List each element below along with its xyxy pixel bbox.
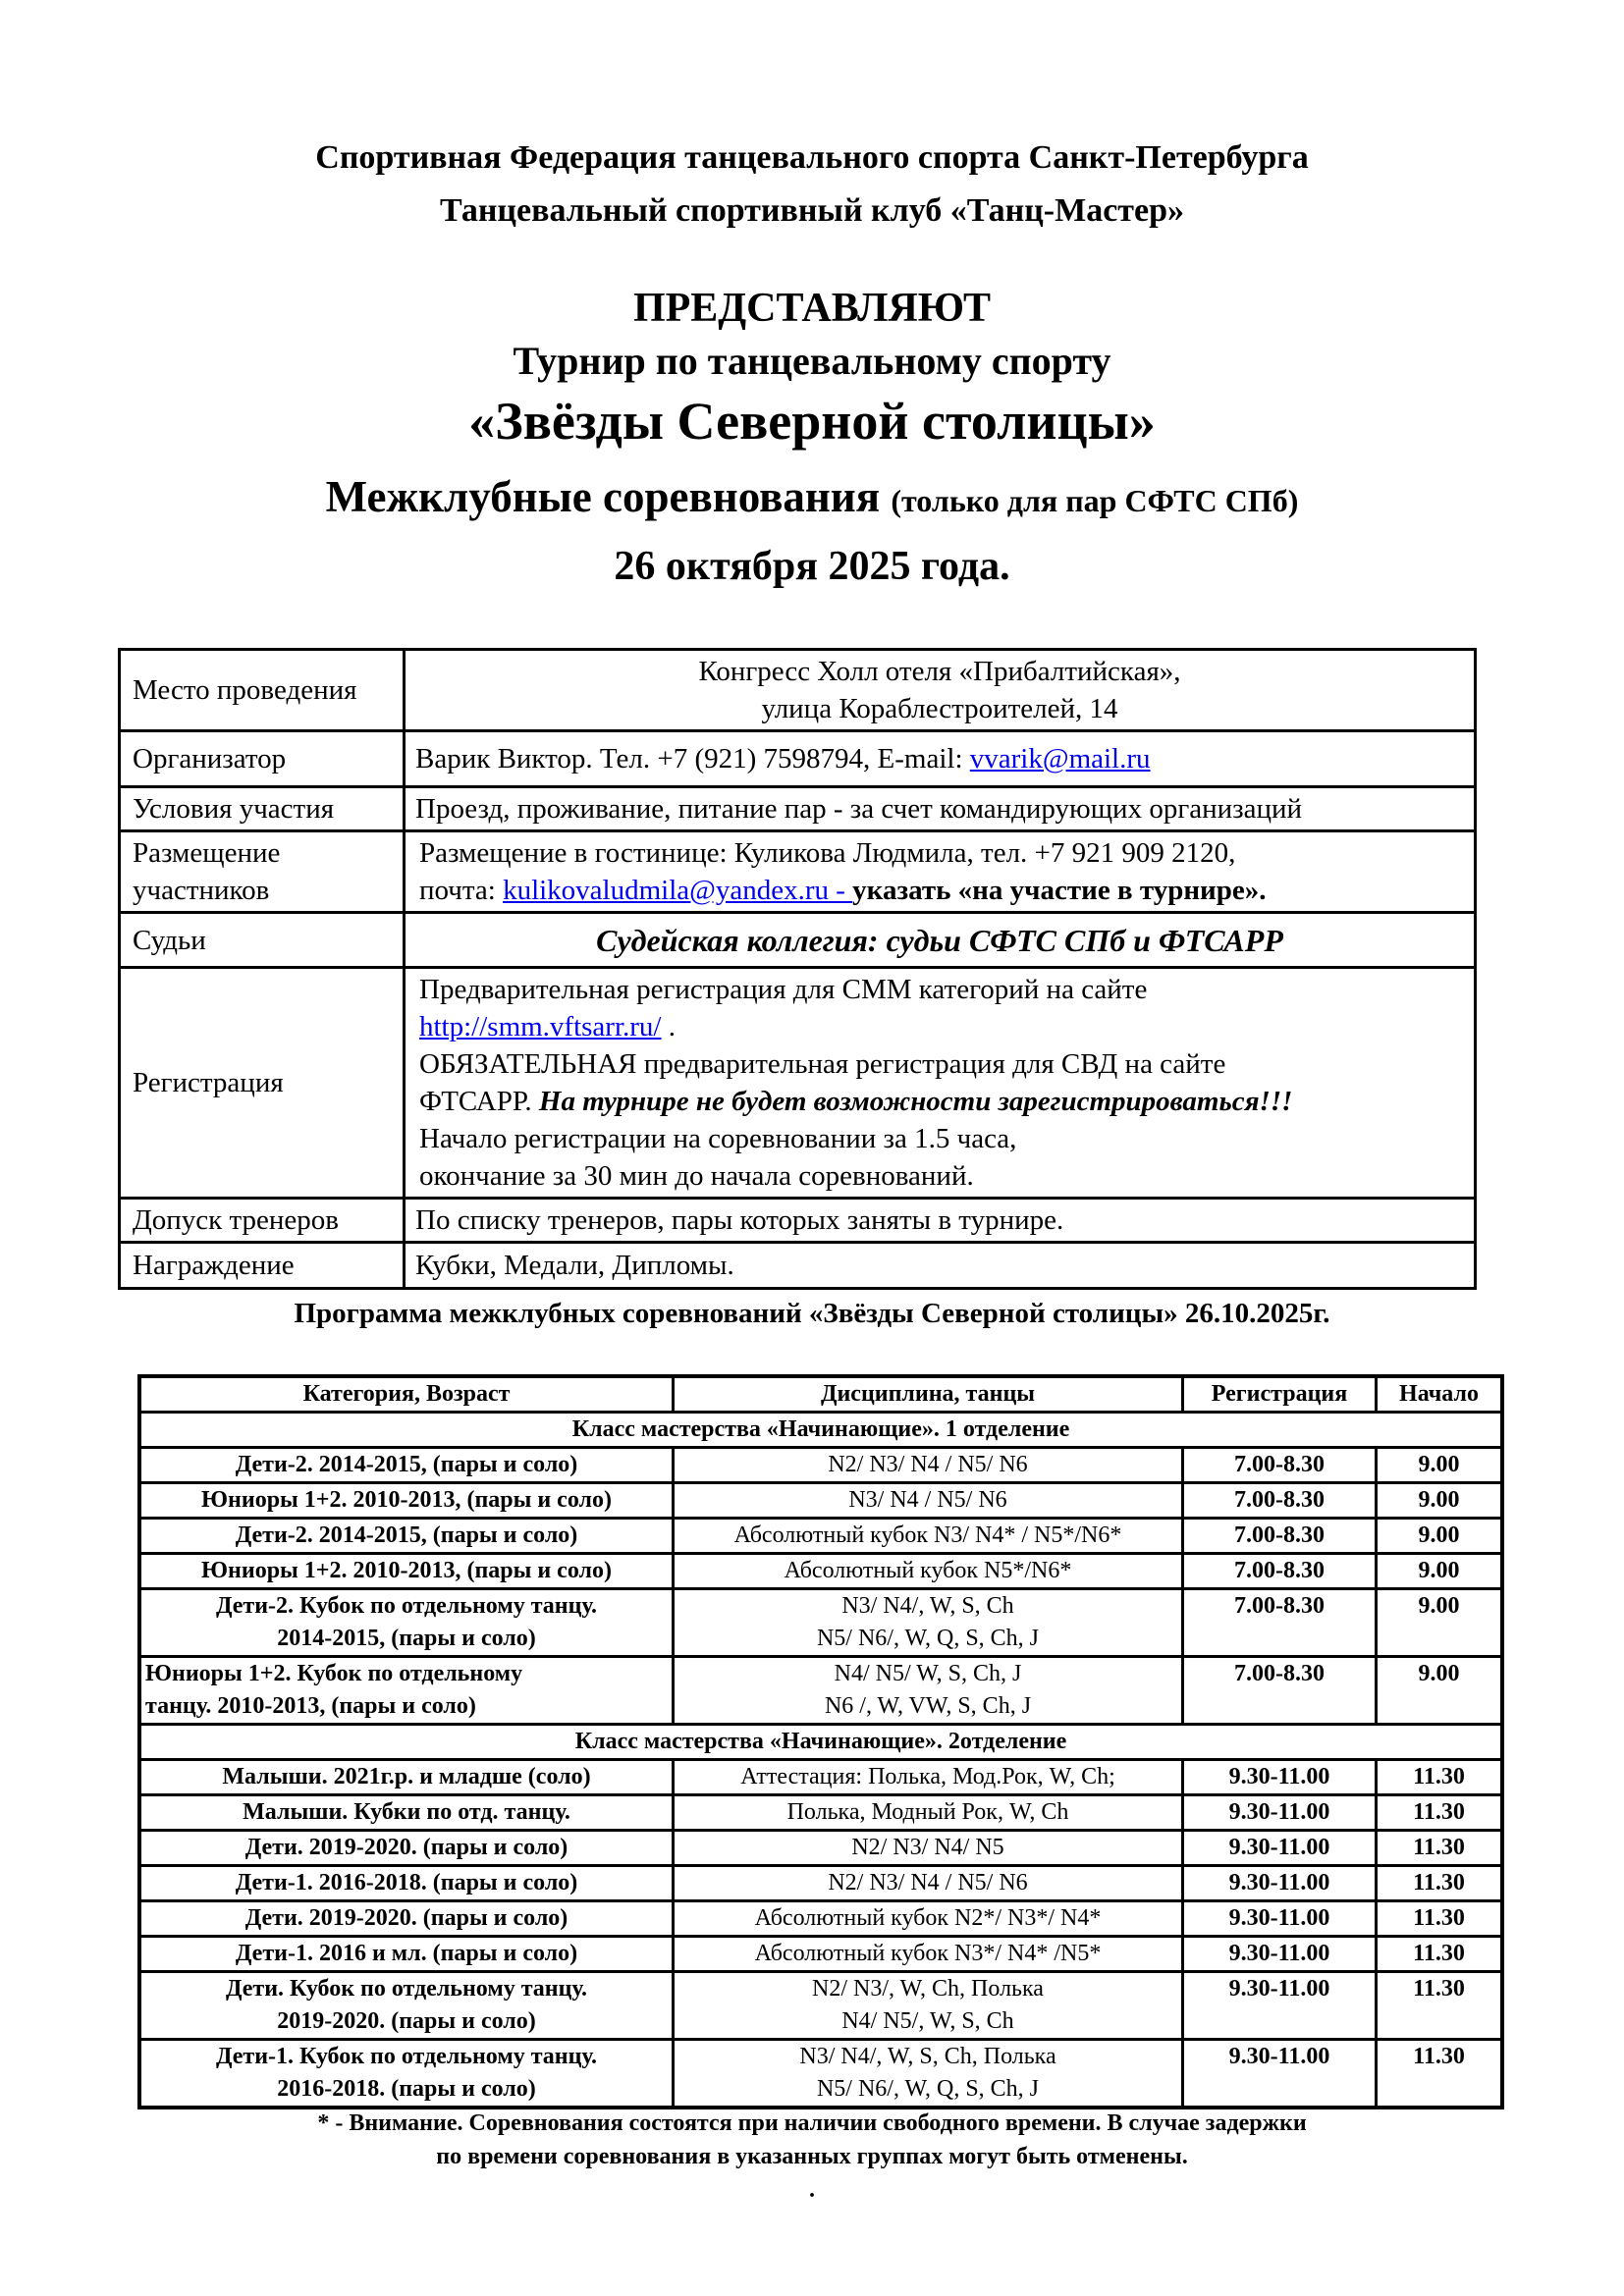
column-header-registration: Регистрация bbox=[1183, 1376, 1377, 1413]
reg-line6: окончание за 30 мин до начала соревнований. bbox=[419, 1160, 974, 1192]
start-time-cell: 9.00 bbox=[1377, 1589, 1503, 1657]
lodging-mail-prefix: почта: bbox=[419, 875, 504, 906]
registration-time-cell: 9.30-11.00 bbox=[1183, 1760, 1377, 1795]
club-title: Танцевальный спортивный клуб «Танц-Мастер» bbox=[440, 192, 1184, 229]
footnote-line2: по времени соревнования в указанных группах могут быть отменены. bbox=[436, 2144, 1188, 2169]
category-cell bbox=[139, 1760, 674, 1795]
discipline-cell bbox=[674, 1831, 1183, 1866]
awards-value: Кубки, Медали, Дипломы. bbox=[405, 1243, 1476, 1289]
discipline-cell bbox=[674, 1795, 1183, 1831]
start-time-cell: 11.30 bbox=[1377, 1760, 1503, 1795]
table-row bbox=[139, 2040, 1502, 2109]
section-title: Класс мастерства «Начинающие». 2отделение bbox=[139, 1725, 1502, 1760]
category-line: танцу. 2010-2013, (пары и соло) bbox=[145, 1693, 476, 1719]
discipline-cell bbox=[674, 1760, 1183, 1795]
column-header-discipline: Дисциплина, танцы bbox=[674, 1376, 1183, 1413]
registration-time-cell: 7.00-8.30 bbox=[1183, 1483, 1377, 1519]
registration-time-cell: 9.30-11.00 bbox=[1183, 1831, 1377, 1866]
category-line: Дети-1. 2016-2018. (пары и соло) bbox=[235, 1870, 578, 1896]
venue-value bbox=[405, 650, 1476, 731]
discipline-line: N4/ N5/, W, S, Ch bbox=[841, 2008, 1014, 2034]
registration-time-cell: 7.00-8.30 bbox=[1183, 1657, 1377, 1725]
start-time-cell: 9.00 bbox=[1377, 1519, 1503, 1554]
category-cell bbox=[139, 2040, 674, 2109]
discipline-line: Полька, Модный Рок, W, Ch bbox=[786, 1799, 1069, 1825]
discipline-cell bbox=[674, 1448, 1183, 1483]
discipline-line: N3/ N4/, W, S, Ch bbox=[841, 1593, 1014, 1619]
discipline-line: N3/ N4/, W, S, Ch, Полька bbox=[799, 2044, 1056, 2069]
category-line: Юниоры 1+2. 2010-2013, (пары и соло) bbox=[201, 1487, 612, 1513]
conditions-label: Условия участия bbox=[120, 787, 405, 831]
organizer-label: Организатор bbox=[120, 731, 405, 787]
category-line: 2016-2018. (пары и соло) bbox=[277, 2076, 536, 2102]
table-row bbox=[139, 1519, 1502, 1554]
discipline-line: N2/ N3/, W, Ch, Полька bbox=[812, 1976, 1044, 2002]
info-table bbox=[118, 648, 1477, 1290]
table-row bbox=[139, 1972, 1502, 2040]
start-time-cell: 9.00 bbox=[1377, 1554, 1503, 1589]
category-cell bbox=[139, 1831, 674, 1866]
table-row bbox=[139, 1795, 1502, 1831]
discipline-cell bbox=[674, 1937, 1183, 1972]
registration-time-cell: 9.30-11.00 bbox=[1183, 1937, 1377, 1972]
registration-time-cell: 9.30-11.00 bbox=[1183, 1795, 1377, 1831]
column-header-start: Начало bbox=[1377, 1376, 1503, 1413]
reg-line4 bbox=[419, 1083, 1464, 1120]
table-row bbox=[139, 1554, 1502, 1589]
organizer-email-link[interactable]: vvarik@mail.ru bbox=[969, 743, 1151, 774]
discipline-line: N2/ N3/ N4 / N5/ N6 bbox=[828, 1452, 1028, 1477]
table-row bbox=[139, 1483, 1502, 1519]
category-line: Дети-1. 2016 и мл. (пары и соло) bbox=[235, 1941, 578, 1966]
start-time-cell: 9.00 bbox=[1377, 1448, 1503, 1483]
registration-time-cell: 7.00-8.30 bbox=[1183, 1554, 1377, 1589]
info-row-conditions bbox=[120, 787, 1476, 831]
discipline-line: N5/ N6/, W, Q, S, Ch, J bbox=[816, 1626, 1040, 1651]
lodging-value bbox=[405, 831, 1476, 913]
category-cell bbox=[139, 1589, 674, 1657]
discipline-cell bbox=[674, 1866, 1183, 1901]
info-row-awards bbox=[120, 1243, 1476, 1289]
discipline-cell bbox=[674, 1483, 1183, 1519]
category-line: 2019-2020. (пары и соло) bbox=[277, 2008, 536, 2034]
category-cell bbox=[139, 1519, 674, 1554]
discipline-line: N5/ N6/, W, Q, S, Ch, J bbox=[816, 2076, 1040, 2102]
reg-link-suffix: . bbox=[661, 1011, 676, 1042]
category-line: Малыши. Кубки по отд. танцу. bbox=[243, 1799, 570, 1825]
category-line: Дети-2. 2014-2015, (пары и соло) bbox=[235, 1522, 578, 1548]
program-title: Программа межклубных соревнований «Звёзды Северной столицы» 26.10.2025г. bbox=[294, 1298, 1330, 1329]
event-date: 26 октября 2025 года. bbox=[614, 544, 1010, 589]
presents-heading: ПРЕДСТАВЛЯЮТ bbox=[632, 286, 992, 331]
section-header-row bbox=[139, 1725, 1502, 1760]
program-table bbox=[137, 1374, 1504, 2109]
start-time-cell: 11.30 bbox=[1377, 1831, 1503, 1866]
discipline-cell bbox=[674, 1972, 1183, 2040]
category-cell bbox=[139, 1795, 674, 1831]
discipline-line: Абсолютный кубок N5*/N6* bbox=[784, 1558, 1072, 1583]
competition-type: Межклубные соревнования bbox=[325, 472, 881, 521]
registration-time-cell: 9.30-11.00 bbox=[1183, 1901, 1377, 1937]
discipline-line: N2/ N3/ N4/ N5 bbox=[851, 1835, 1004, 1860]
info-row-judges bbox=[120, 913, 1476, 968]
coaches-value: По списку тренеров, пары которых заняты в турнире. bbox=[405, 1199, 1476, 1243]
venue-label: Место проведения bbox=[120, 650, 405, 731]
discipline-line: N3/ N4 / N5/ N6 bbox=[848, 1487, 1007, 1513]
discipline-line: Абсолютный кубок N3/ N4* / N5*/N6* bbox=[733, 1522, 1122, 1548]
organizer-value bbox=[405, 731, 1476, 787]
judges-value: Судейская коллегия: судьи СФТС СПб и ФТСАРР bbox=[405, 913, 1476, 968]
registration-label: Регистрация bbox=[120, 968, 405, 1199]
reg-line2 bbox=[419, 1008, 1464, 1045]
footnote-line1: * - Внимание. Соревнования состоятся при наличии свободного времени. В случае задержки bbox=[317, 2110, 1307, 2136]
program-header-row bbox=[139, 1376, 1502, 1413]
category-line: 2014-2015, (пары и соло) bbox=[277, 1626, 536, 1651]
category-line: Юниоры 1+2. 2010-2013, (пары и соло) bbox=[201, 1558, 612, 1583]
discipline-cell bbox=[674, 1901, 1183, 1937]
info-row-lodging bbox=[120, 831, 1476, 913]
lodging-note: указать «на участие в турнире». bbox=[852, 875, 1267, 906]
category-line: Дети. Кубок по отдельному танцу. bbox=[225, 1976, 588, 2002]
category-cell bbox=[139, 1554, 674, 1589]
tournament-name: «Звёзды Северной столицы» bbox=[468, 392, 1156, 451]
discipline-line: Абсолютный кубок N3*/ N4* /N5* bbox=[754, 1941, 1102, 1966]
category-line: Дети. 2019-2020. (пары и соло) bbox=[244, 1905, 568, 1931]
lodging-line1: Размещение в гостинице: Куликова Людмила, тел. +7 921 909 2120, bbox=[419, 837, 1236, 869]
registration-time-cell: 7.00-8.30 bbox=[1183, 1448, 1377, 1483]
info-row-registration bbox=[120, 968, 1476, 1199]
coaches-label: Допуск тренеров bbox=[120, 1199, 405, 1243]
discipline-line: N6 /, W, VW, S, Ch, J bbox=[824, 1693, 1032, 1719]
conditions-value: Проезд, проживание, питание пар - за счет командирующих организаций bbox=[405, 787, 1476, 831]
lodging-label: Размещение участников bbox=[120, 831, 405, 913]
table-row bbox=[139, 1448, 1502, 1483]
start-time-cell: 11.30 bbox=[1377, 1795, 1503, 1831]
discipline-line: N2/ N3/ N4 / N5/ N6 bbox=[828, 1870, 1028, 1896]
reg-line3: ОБЯЗАТЕЛЬНАЯ предварительная регистрация для СВД на сайте bbox=[419, 1048, 1226, 1080]
table-row bbox=[139, 1831, 1502, 1866]
footnote-dot: . bbox=[809, 2177, 815, 2203]
federation-title: Спортивная Федерация танцевального спорта Санкт-Петербурга bbox=[315, 139, 1309, 176]
tournament-heading: Турнир по танцевальному спорту bbox=[513, 339, 1111, 383]
start-time-cell: 11.30 bbox=[1377, 1972, 1503, 2040]
section-header-row bbox=[139, 1413, 1502, 1448]
table-row bbox=[139, 1657, 1502, 1725]
category-line: Дети-1. Кубок по отдельному танцу. bbox=[215, 2044, 598, 2069]
registration-site-link[interactable]: http://smm.vftsarr.ru/ bbox=[419, 1011, 662, 1042]
reg-line5: Начало регистрации на соревновании за 1.5 часа, bbox=[419, 1123, 1017, 1154]
category-cell bbox=[139, 1937, 674, 1972]
table-row bbox=[139, 1589, 1502, 1657]
registration-time-cell: 9.30-11.00 bbox=[1183, 1866, 1377, 1901]
section-title: Класс мастерства «Начинающие». 1 отделение bbox=[139, 1413, 1502, 1448]
category-line: Дети-2. 2014-2015, (пары и соло) bbox=[235, 1452, 578, 1477]
discipline-line: Абсолютный кубок N2*/ N3*/ N4* bbox=[754, 1905, 1102, 1931]
category-line: Дети-2. Кубок по отдельному танцу. bbox=[215, 1593, 598, 1619]
registration-time-cell: 7.00-8.30 bbox=[1183, 1519, 1377, 1554]
registration-time-cell: 9.30-11.00 bbox=[1183, 2040, 1377, 2109]
start-time-cell: 9.00 bbox=[1377, 1657, 1503, 1725]
competition-note: (только для пар СФТС СПб) bbox=[891, 483, 1299, 518]
lodging-email-link[interactable]: kulikovaludmila@yandex.ru - bbox=[503, 875, 853, 906]
discipline-cell bbox=[674, 1589, 1183, 1657]
info-row-organizer bbox=[120, 731, 1476, 787]
category-line: Юниоры 1+2. Кубок по отдельному bbox=[145, 1661, 523, 1686]
table-row bbox=[139, 1866, 1502, 1901]
registration-time-cell: 9.30-11.00 bbox=[1183, 1972, 1377, 2040]
discipline-cell bbox=[674, 1554, 1183, 1589]
category-cell bbox=[139, 1901, 674, 1937]
category-cell bbox=[139, 1866, 674, 1901]
category-line: Малыши. 2021г.р. и младше (соло) bbox=[222, 1764, 591, 1789]
discipline-cell bbox=[674, 1657, 1183, 1725]
info-row-coaches bbox=[120, 1199, 1476, 1243]
start-time-cell: 11.30 bbox=[1377, 1937, 1503, 1972]
registration-value bbox=[405, 968, 1476, 1199]
table-row bbox=[139, 1901, 1502, 1937]
reg-line4a: ФТСАРР. bbox=[419, 1086, 539, 1117]
category-line: Дети. 2019-2020. (пары и соло) bbox=[244, 1835, 568, 1860]
venue-line2: улица Кораблестроителей, 14 bbox=[761, 693, 1118, 724]
info-row-venue bbox=[120, 650, 1476, 731]
competition-heading bbox=[0, 471, 1624, 522]
category-cell bbox=[139, 1972, 674, 2040]
venue-line1: Конгресс Холл отеля «Прибалтийская», bbox=[698, 656, 1181, 687]
awards-label: Награждение bbox=[120, 1243, 405, 1289]
category-cell bbox=[139, 1483, 674, 1519]
organizer-text: Варик Виктор. Тел. +7 (921) 7598794, E-mail: bbox=[415, 743, 970, 774]
discipline-cell bbox=[674, 1519, 1183, 1554]
start-time-cell: 9.00 bbox=[1377, 1483, 1503, 1519]
registration-time-cell: 7.00-8.30 bbox=[1183, 1589, 1377, 1657]
start-time-cell: 11.30 bbox=[1377, 1901, 1503, 1937]
discipline-line: Аттестация: Полька, Мод.Рок, W, Ch; bbox=[740, 1764, 1115, 1789]
lodging-line2 bbox=[419, 872, 1464, 909]
column-header-category: Категория, Возраст bbox=[139, 1376, 674, 1413]
start-time-cell: 11.30 bbox=[1377, 1866, 1503, 1901]
category-cell bbox=[139, 1448, 674, 1483]
table-row bbox=[139, 1760, 1502, 1795]
reg-line1: Предварительная регистрация для СММ категорий на сайте bbox=[419, 974, 1148, 1005]
reg-warning: На турнире не будет возможности зарегистрироваться!!! bbox=[538, 1086, 1293, 1117]
table-row bbox=[139, 1937, 1502, 1972]
category-cell bbox=[139, 1657, 674, 1725]
discipline-cell bbox=[674, 2040, 1183, 2109]
judges-label: Судьи bbox=[120, 913, 405, 968]
discipline-line: N4/ N5/ W, S, Ch, J bbox=[834, 1661, 1022, 1686]
start-time-cell: 11.30 bbox=[1377, 2040, 1503, 2109]
